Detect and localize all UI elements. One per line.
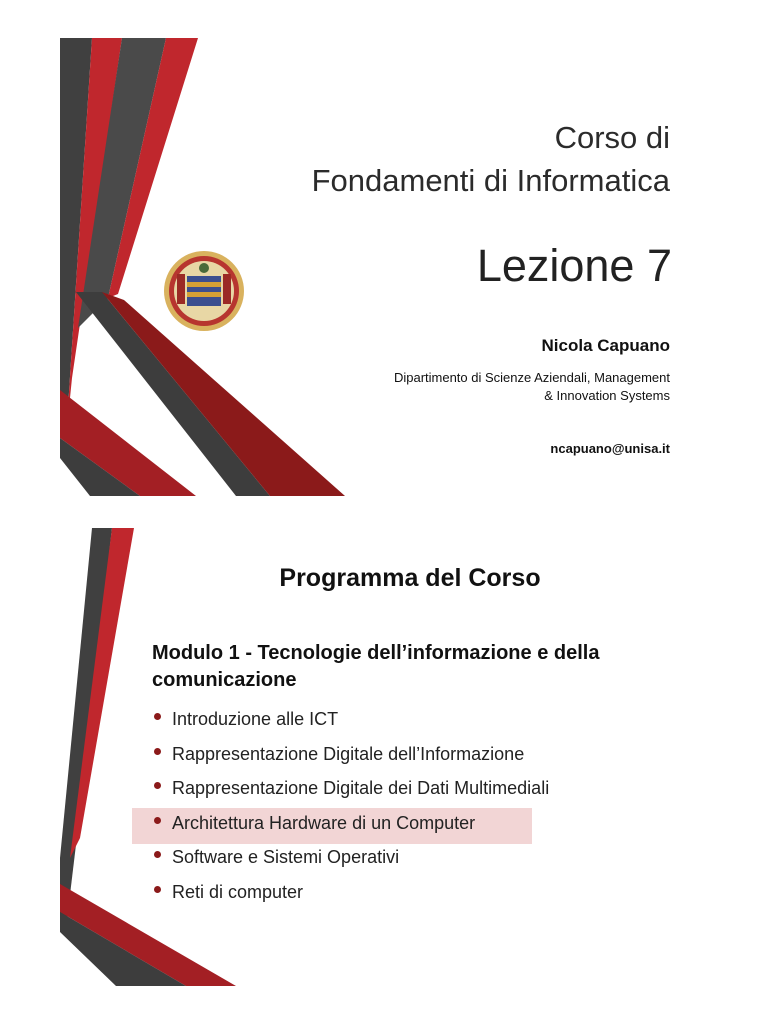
list-item-label: Software e Sistemi Operativi [172,847,400,867]
topic-list [132,704,602,911]
author-email: ncapuano@unisa.it [550,441,670,456]
list-item [132,704,602,739]
bullet-icon [154,817,161,824]
program-slide [0,528,770,986]
list-item-highlighted [132,808,602,843]
list-item [132,773,602,808]
bullet-icon [154,713,161,720]
slide-title: Programma del Corso [279,564,541,592]
list-item-label: Rappresentazione Digitale dell’Informazione [172,743,525,764]
title-slide [0,38,770,496]
course-title-line2: Fondamenti di Informatica [311,163,670,198]
list-item [132,877,602,912]
list-item [132,739,602,774]
bullet-icon [154,851,161,858]
module-heading: Modulo 1 - Tecnologie dell’informazione e della comunicazione [152,642,600,691]
list-item [132,842,602,877]
department-line2: & Innovation Systems [544,388,670,403]
list-item-label: Rappresentazione Digitale dei Dati Multimediali [172,778,550,798]
bullet-icon [154,748,161,755]
university-seal-icon [163,250,245,332]
department-line1: Dipartimento di Scienze Aziendali, Management [393,370,670,385]
bullet-icon [154,886,161,893]
author-name: Nicola Capuano [541,336,670,355]
list-item-label: Architettura Hardware di un Computer [172,812,476,833]
lesson-number: Lezione 7 [476,240,672,291]
course-title-line1: Corso di [554,120,670,155]
bullet-icon [154,782,161,789]
list-item-label: Introduzione alle ICT [172,709,339,729]
list-item-label: Reti di computer [172,881,304,902]
